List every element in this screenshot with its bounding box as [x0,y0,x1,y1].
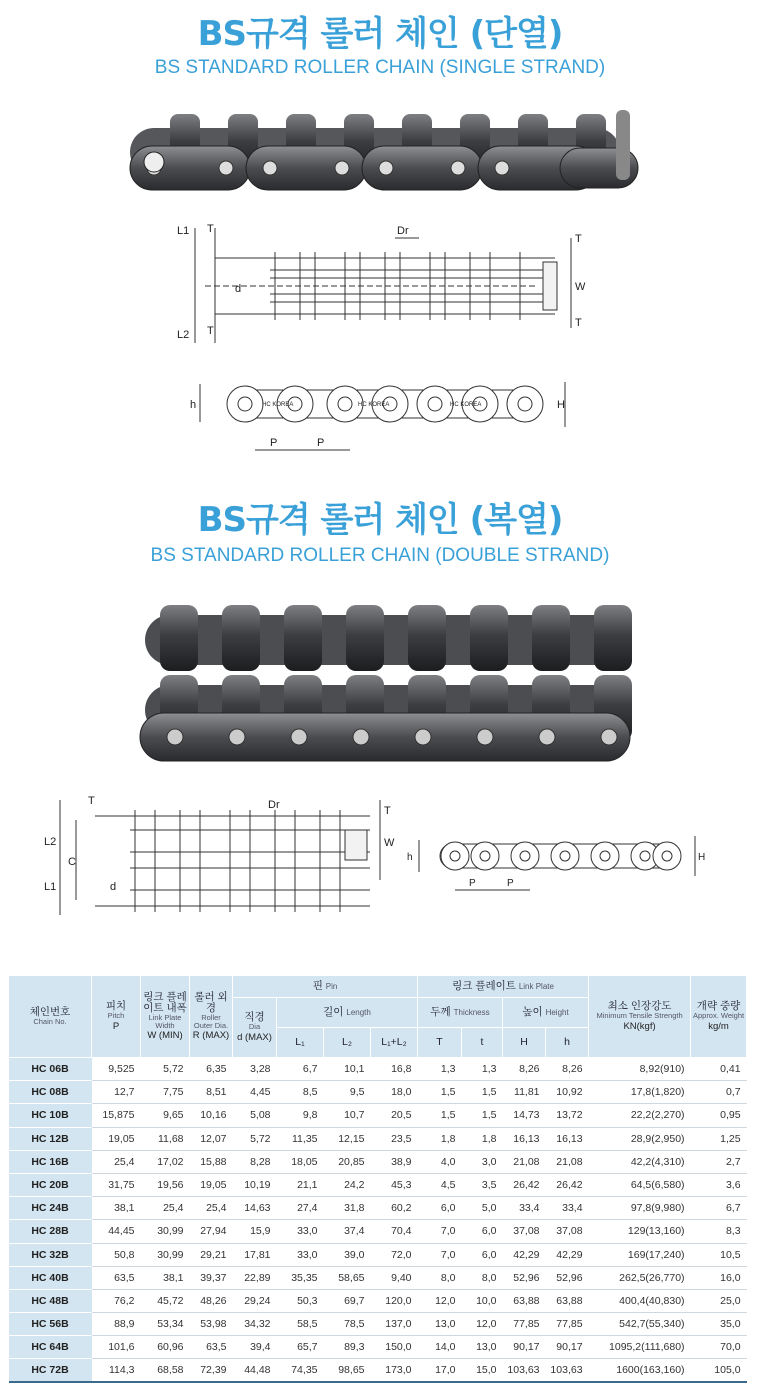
table-cell: 28,9(2,950) [589,1127,691,1150]
single-title-ko: BS규격 롤러 체인 (단열) [197,14,563,54]
table-cell: 10,1 [324,1058,371,1081]
table-cell: 11,81 [503,1081,546,1104]
chain-no-cell: HC 16B [9,1150,92,1173]
dim2-t: T [88,795,95,807]
table-cell: 18,05 [277,1150,324,1173]
table-cell: 15,875 [92,1104,141,1127]
table-cell: 53,34 [141,1313,190,1336]
table-cell: 10,0 [462,1289,503,1312]
table-cell: 70,0 [691,1336,747,1359]
table-cell: 1,5 [462,1104,503,1127]
table-cell: 137,0 [371,1313,418,1336]
table-cell: 52,96 [503,1266,546,1289]
single-chain-photo [120,100,660,210]
table-cell: 18,0 [371,1081,418,1104]
dim-t-bottom: T [207,325,214,337]
table-cell: 4,0 [418,1150,462,1173]
table-cell: 0,7 [691,1081,747,1104]
dim2-l1: L1 [44,881,57,893]
table-cell: 15,9 [233,1220,277,1243]
table-cell: 12,0 [462,1313,503,1336]
chain-no-cell: HC 12B [9,1127,92,1150]
table-cell: 77,85 [546,1313,589,1336]
table-cell: 33,0 [277,1220,324,1243]
table-cell: 7,0 [418,1220,462,1243]
table-cell: 10,7 [324,1104,371,1127]
table-cell: 65,7 [277,1336,324,1359]
table-cell: 64,5(6,580) [589,1173,691,1196]
table-cell: 42,29 [503,1243,546,1266]
th-H: H [503,1028,546,1058]
table-cell: 63,88 [503,1289,546,1312]
table-cell: 17,8(1,820) [589,1081,691,1104]
logo-mark-2: HC KOREA [358,402,390,408]
table-cell: 72,0 [371,1243,418,1266]
table-cell: 11,68 [141,1127,190,1150]
table-cell: 6,0 [462,1243,503,1266]
table-cell: 0,95 [691,1104,747,1127]
table-cell: 25,4 [92,1150,141,1173]
table-cell: 44,45 [92,1220,141,1243]
table-cell: 33,4 [546,1197,589,1220]
table-cell: 10,19 [233,1173,277,1196]
table-row [9,1058,747,1081]
table-cell: 2,7 [691,1150,747,1173]
table-cell: 76,2 [92,1289,141,1312]
table-cell: 45,72 [141,1289,190,1312]
table-cell: 22,89 [233,1266,277,1289]
th-h: h [546,1028,589,1058]
table-cell: 11,35 [277,1127,324,1150]
chain-no-cell: HC 48B [9,1289,92,1312]
dim-w: W [575,281,586,293]
table-cell: 12,07 [190,1127,233,1150]
table-cell: 60,2 [371,1197,418,1220]
chain-no-cell: HC 06B [9,1058,92,1081]
table-cell: 97,8(9,980) [589,1197,691,1220]
table-cell: 1,25 [691,1127,747,1150]
table-cell: 21,08 [503,1150,546,1173]
double-chain-photo [135,595,645,770]
table-cell: 10,5 [691,1243,747,1266]
th-dia: 직경 Dia d (MAX) [233,998,277,1058]
table-cell: 63,5 [190,1336,233,1359]
table-cell: 39,4 [233,1336,277,1359]
table-cell: 1,3 [462,1058,503,1081]
dim-H: H [557,399,565,411]
table-cell: 400,4(40,830) [589,1289,691,1312]
table-cell: 15,0 [462,1359,503,1382]
single-side-drawing [175,218,595,343]
table-cell: 89,3 [324,1336,371,1359]
table-cell: 17,81 [233,1243,277,1266]
table-cell: 70,4 [371,1220,418,1243]
table-cell: 17,0 [418,1359,462,1382]
table-cell: 78,5 [324,1313,371,1336]
table-cell: 150,0 [371,1336,418,1359]
table-cell: 8,26 [503,1058,546,1081]
dim2-l2: L2 [44,836,57,848]
dim-p2: P [317,437,325,449]
table-cell: 98,65 [324,1359,371,1382]
table-cell: 38,1 [141,1266,190,1289]
chain-no-cell: HC 56B [9,1313,92,1336]
th-tensile: 최소 인장강도 Minimum Tensile Strength KN(kgf) [589,976,691,1058]
table-cell: 52,96 [546,1266,589,1289]
chain-no-cell: HC 32B [9,1243,92,1266]
double-front-drawing [405,820,710,905]
table-cell: 58,5 [277,1313,324,1336]
dim-h: h [190,399,197,411]
table-cell: 0,41 [691,1058,747,1081]
table-cell: 103,63 [503,1359,546,1382]
table-cell: 27,4 [277,1197,324,1220]
table-cell: 1,5 [462,1081,503,1104]
table-cell: 90,17 [503,1336,546,1359]
dim-p1: P [270,437,278,449]
table-cell: 90,17 [546,1336,589,1359]
table-cell: 33,4 [503,1197,546,1220]
table-cell: 29,24 [233,1289,277,1312]
chain-no-cell: HC 10B [9,1104,92,1127]
th-thickness: 두께 Thickness [418,998,503,1028]
table-row [9,1336,747,1359]
double-title-en: BS STANDARD ROLLER CHAIN (DOUBLE STRAND) [150,545,610,566]
table-cell: 48,26 [190,1289,233,1312]
table-cell: 10,92 [546,1081,589,1104]
table-cell: 6,0 [418,1197,462,1220]
table-cell: 42,29 [546,1243,589,1266]
table-cell: 58,65 [324,1266,371,1289]
table-cell: 24,2 [324,1173,371,1196]
table-cell: 25,4 [190,1197,233,1220]
table-cell: 3,6 [691,1173,747,1196]
dim2-w: W [384,837,395,849]
table-row [9,1081,747,1104]
table-cell: 16,13 [546,1127,589,1150]
chain-no-cell: HC 40B [9,1266,92,1289]
th-length: 길이 Length [277,998,418,1028]
dim2-p2: P [507,878,514,889]
table-cell: 77,85 [503,1313,546,1336]
table-cell: 9,525 [92,1058,141,1081]
table-cell: 35,35 [277,1266,324,1289]
table-cell: 15,88 [190,1150,233,1173]
table-cell: 8,26 [546,1058,589,1081]
table-cell: 31,8 [324,1197,371,1220]
table-row [9,1150,747,1173]
table-cell: 39,0 [324,1243,371,1266]
table-row [9,1220,747,1243]
table-cell: 20,85 [324,1150,371,1173]
table-cell: 31,75 [92,1173,141,1196]
table-cell: 8,3 [691,1220,747,1243]
chain-no-cell: HC 24B [9,1197,92,1220]
table-row [9,1359,747,1382]
table-cell: 7,75 [141,1081,190,1104]
table-cell: 6,0 [462,1220,503,1243]
dim2-c: C [68,856,76,868]
table-row [9,1197,747,1220]
table-cell: 23,5 [371,1127,418,1150]
dim2-h: h [407,852,413,863]
dim-l1: L1 [177,225,190,237]
table-cell: 12,7 [92,1081,141,1104]
table-cell: 68,58 [141,1359,190,1382]
chain-no-cell: HC 64B [9,1336,92,1359]
table-cell: 25,4 [141,1197,190,1220]
table-cell: 19,05 [190,1173,233,1196]
table-cell: 26,42 [546,1173,589,1196]
th-link-plate: 링크 플레이트 Link Plate [418,976,589,998]
table-cell: 63,88 [546,1289,589,1312]
dim-d: d [235,283,242,295]
table-cell: 74,35 [277,1359,324,1382]
chain-no-cell: HC 28B [9,1220,92,1243]
table-cell: 88,9 [92,1313,141,1336]
table-cell: 5,72 [141,1058,190,1081]
table-cell: 37,08 [546,1220,589,1243]
table-cell: 17,02 [141,1150,190,1173]
table-cell: 12,15 [324,1127,371,1150]
dim-dr: Dr [397,225,409,237]
th-l2: L₂ [324,1028,371,1058]
chain-no-cell: HC 08B [9,1081,92,1104]
table-cell: 8,0 [462,1266,503,1289]
table-cell: 34,32 [233,1313,277,1336]
table-cell: 105,0 [691,1359,747,1382]
table-cell: 72,39 [190,1359,233,1382]
table-cell: 13,0 [462,1336,503,1359]
double-title-ko: BS규격 롤러 체인 (복열) [197,500,563,540]
table-cell: 14,63 [233,1197,277,1220]
table-cell: 8,5 [277,1081,324,1104]
table-cell: 50,3 [277,1289,324,1312]
dim2-dr: Dr [268,799,280,811]
table-cell: 6,7 [691,1197,747,1220]
dim2-d: d [110,881,117,893]
dim-l2: L2 [177,329,190,341]
table-cell: 9,8 [277,1104,324,1127]
table-cell: 9,65 [141,1104,190,1127]
table-cell: 45,3 [371,1173,418,1196]
table-cell: 30,99 [141,1220,190,1243]
table-cell: 16,13 [503,1127,546,1150]
th-l1l2: L₁+L₂ [371,1028,418,1058]
table-cell: 10,16 [190,1104,233,1127]
dim2-H: H [698,852,706,863]
table-row [9,1104,747,1127]
table-cell: 16,8 [371,1058,418,1081]
table-cell: 42,2(4,310) [589,1150,691,1173]
table-cell: 29,21 [190,1243,233,1266]
table-row [9,1266,747,1289]
table-row [9,1313,747,1336]
table-cell: 9,5 [324,1081,371,1104]
dim-t-right-top: T [575,233,582,245]
table-cell: 30,99 [141,1243,190,1266]
table-cell: 8,28 [233,1150,277,1173]
table-cell: 12,0 [418,1289,462,1312]
table-cell: 1095,2(111,680) [589,1336,691,1359]
table-cell: 63,5 [92,1266,141,1289]
table-cell: 114,3 [92,1359,141,1382]
table-cell: 1600(163,160) [589,1359,691,1382]
table-cell: 19,56 [141,1173,190,1196]
double-side-drawing [40,790,400,920]
table-cell: 173,0 [371,1359,418,1382]
table-cell: 69,7 [324,1289,371,1312]
th-roller: 롤러 외경 Roller Outer Dia. R (MAX) [190,976,233,1058]
table-cell: 21,1 [277,1173,324,1196]
chain-no-cell: HC 20B [9,1173,92,1196]
table-cell: 1,3 [418,1058,462,1081]
table-cell: 1,5 [418,1104,462,1127]
table-cell: 33,0 [277,1243,324,1266]
single-front-drawing [190,372,580,457]
table-cell: 103,63 [546,1359,589,1382]
table-cell: 14,0 [418,1336,462,1359]
single-title-en: BS STANDARD ROLLER CHAIN (SINGLE STRAND) [154,57,606,78]
table-cell: 101,6 [92,1336,141,1359]
th-weight: 개략 중량 Approx. Weight kg/m [691,976,747,1058]
table-cell: 37,08 [503,1220,546,1243]
dim2-t-right: T [384,805,391,817]
table-cell: 21,08 [546,1150,589,1173]
table-cell: 542,7(55,340) [589,1313,691,1336]
table-cell: 60,96 [141,1336,190,1359]
table-cell: 50,8 [92,1243,141,1266]
th-chain-no: 체인번호 Chain No. [9,976,92,1058]
table-cell: 1,8 [462,1127,503,1150]
table-cell: 22,2(2,270) [589,1104,691,1127]
table-cell: 129(13,160) [589,1220,691,1243]
table-cell: 37,4 [324,1220,371,1243]
th-l1: L₁ [277,1028,324,1058]
table-cell: 53,98 [190,1313,233,1336]
table-row [9,1127,747,1150]
spec-table-wrap [8,975,746,1383]
spec-table [8,975,747,1383]
table-cell: 6,35 [190,1058,233,1081]
table-cell: 26,42 [503,1173,546,1196]
table-cell: 120,0 [371,1289,418,1312]
th-pin: 핀 Pin [233,976,418,998]
table-cell: 8,0 [418,1266,462,1289]
table-cell: 1,8 [418,1127,462,1150]
table-cell: 6,7 [277,1058,324,1081]
table-cell: 5,72 [233,1127,277,1150]
th-width: 링크 플레이트 내폭 Link Plate Width W (MIN) [141,976,190,1058]
table-cell: 16,0 [691,1266,747,1289]
table-cell: 27,94 [190,1220,233,1243]
table-cell: 44,48 [233,1359,277,1382]
table-cell: 8,51 [190,1081,233,1104]
table-cell: 19,05 [92,1127,141,1150]
th-pitch: 피치 Pitch P [92,976,141,1058]
th-height: 높이 Height [503,998,589,1028]
table-cell: 4,5 [418,1173,462,1196]
logo-mark-3: HC KOREA [450,402,482,408]
th-t: t [462,1028,503,1058]
table-row [9,1243,747,1266]
table-cell: 8,92(910) [589,1058,691,1081]
chain-no-cell: HC 72B [9,1359,92,1382]
table-cell: 1,5 [418,1081,462,1104]
th-T: T [418,1028,462,1058]
dim2-p1: P [469,878,476,889]
table-cell: 7,0 [418,1243,462,1266]
table-cell: 38,9 [371,1150,418,1173]
table-cell: 3,0 [462,1150,503,1173]
table-row [9,1173,747,1196]
table-cell: 35,0 [691,1313,747,1336]
table-cell: 20,5 [371,1104,418,1127]
table-cell: 5,0 [462,1197,503,1220]
dim-t-right-bottom: T [575,317,582,329]
logo-mark-1: HC KOREA [262,402,294,408]
table-cell: 14,73 [503,1104,546,1127]
table-cell: 39,37 [190,1266,233,1289]
table-cell: 262,5(26,770) [589,1266,691,1289]
table-row [9,1289,747,1312]
table-cell: 13,72 [546,1104,589,1127]
table-cell: 9,40 [371,1266,418,1289]
table-cell: 169(17,240) [589,1243,691,1266]
table-cell: 38,1 [92,1197,141,1220]
table-cell: 13,0 [418,1313,462,1336]
table-cell: 4,45 [233,1081,277,1104]
table-cell: 5,08 [233,1104,277,1127]
table-cell: 3,5 [462,1173,503,1196]
table-cell: 3,28 [233,1058,277,1081]
table-cell: 25,0 [691,1289,747,1312]
dim-t-top: T [207,223,214,235]
